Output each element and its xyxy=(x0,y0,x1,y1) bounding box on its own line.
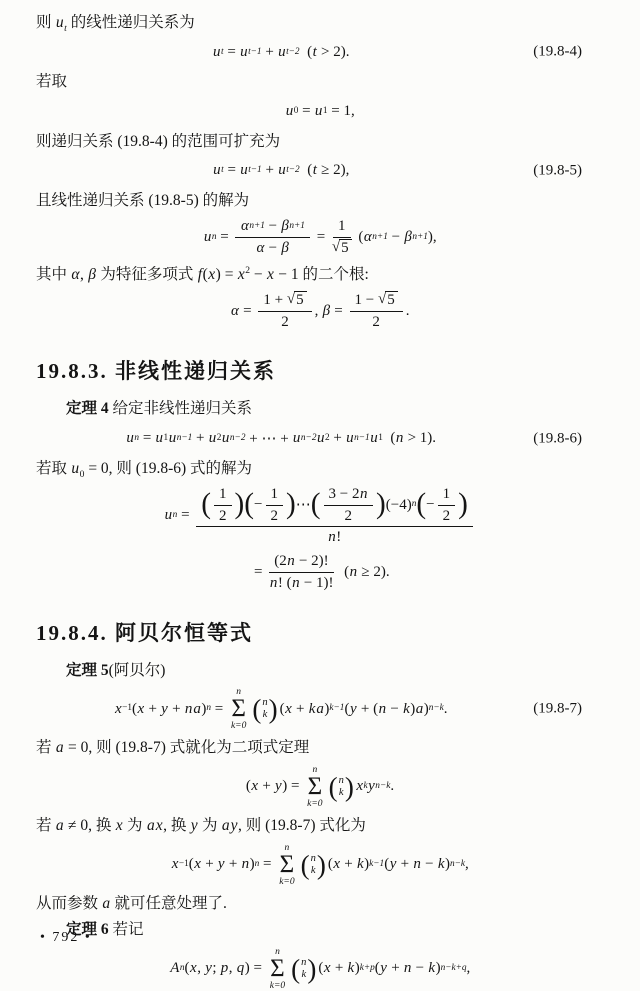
math-var: y xyxy=(205,960,212,977)
binomial-coefficient: ( n k ) xyxy=(328,771,354,802)
superscript: n+1 xyxy=(412,231,428,242)
math-var: u xyxy=(55,14,64,31)
superscript: k−1 xyxy=(329,703,345,714)
eq-A-n-definition: A n ( x , y ; p , q ) = n Σ k=0 ( n k ) ( x + k ) k+p ( y + n − k ) n−k+q , xyxy=(170,946,471,991)
paren-group: ( − $\frac{1}{2}$ ) xyxy=(416,485,468,524)
radical-sign-icon: √ xyxy=(286,291,296,307)
math-var: x xyxy=(155,817,163,835)
eq-abel-normalized: x −1 ( x + y + n ) n = n Σ k=0 ( n k ) ( x + k ) k−1 ( y + n − k ) n−k , xyxy=(171,842,469,887)
math-var: y xyxy=(368,778,375,795)
math-var: β xyxy=(88,265,97,283)
superscript: n xyxy=(206,703,211,714)
math-var: u xyxy=(316,430,325,446)
superscript: n−k xyxy=(449,859,466,870)
superscript: n xyxy=(254,859,260,870)
para-solution-of-19-8-5: 且线性递归关系 (19.8-5) 的解为 xyxy=(36,191,250,209)
equation-number: (19.8-4) xyxy=(533,43,582,60)
math-var: a xyxy=(55,817,64,835)
paren-group: ( − $\frac{1}{2}$ ) xyxy=(244,485,296,524)
superscript: k+p xyxy=(359,963,375,974)
bold-label: 定理 5 xyxy=(66,661,109,679)
superscript: 2 xyxy=(245,264,250,276)
math-var: k xyxy=(428,960,436,977)
subscript: 0 xyxy=(79,468,85,480)
math-var: x xyxy=(323,960,331,977)
math-var: n xyxy=(403,960,412,977)
math-var: u xyxy=(164,507,173,524)
math-var: n xyxy=(359,485,368,502)
superscript: n−k+q xyxy=(440,963,467,974)
radical-sign-icon: √ xyxy=(331,239,341,255)
math-var: a xyxy=(55,739,64,757)
math-var: β xyxy=(281,218,289,234)
superscript: n+1 xyxy=(249,220,265,231)
superscript: −1 xyxy=(178,859,189,870)
math-var: u xyxy=(126,430,134,446)
subscript: n−2 xyxy=(229,432,246,443)
equation-number: (19.8-6) xyxy=(533,430,582,446)
sigma-icon: Σ xyxy=(307,773,323,801)
subscript: t−2 xyxy=(286,165,300,176)
subscript: n−1 xyxy=(354,432,370,443)
math-var: β xyxy=(281,239,289,256)
superscript: n−k xyxy=(428,703,444,714)
math-var: k xyxy=(308,700,316,717)
math-var: u xyxy=(168,430,177,446)
math-var: y xyxy=(389,856,397,873)
math-var: α xyxy=(256,239,265,256)
math-var: y xyxy=(161,700,168,717)
radical-sign-icon: √ xyxy=(377,291,387,307)
subscript: t xyxy=(64,23,67,35)
subscript: 0 xyxy=(293,105,299,116)
math-var: y xyxy=(230,817,238,835)
subscript: t−1 xyxy=(248,46,262,57)
sum-operator: n Σ k=0 xyxy=(279,842,295,887)
math-var: u xyxy=(285,103,294,119)
fraction: 1 − √ 5 2 xyxy=(350,291,403,332)
math-var: k xyxy=(403,700,410,717)
math-var: n xyxy=(287,553,295,569)
math-var: u xyxy=(71,459,80,477)
eq-19-8-4: u t = u t−1 + u t−2 ( t > 2). (19.8-4) xyxy=(213,43,582,60)
subscript: t−2 xyxy=(286,46,300,57)
math-var: α xyxy=(240,218,249,234)
fraction: $\frac{1}{2}$ xyxy=(438,485,456,526)
math-var: x xyxy=(285,700,292,717)
eq-binomial-theorem: ( x + y ) = n Σ k=0 ( n k ) x k y n−k . xyxy=(245,764,395,809)
eq-19-8-6: u n = u 1 u n−1 + u 2 u n−2 + ⋯ + u n−2 u 2 + u n−1 u 1 ( n > 1). (19.8-6) xyxy=(126,430,582,447)
subscript: n xyxy=(211,231,217,242)
math-var: x xyxy=(333,856,340,873)
subscript: n−1 xyxy=(176,432,193,443)
math-var: n xyxy=(241,856,250,873)
math-var: x xyxy=(115,817,123,835)
math-var: α xyxy=(231,302,239,319)
subscript: 2 xyxy=(216,432,222,443)
superscript: n+1 xyxy=(289,220,305,231)
sum-operator: n Σ k=0 xyxy=(307,764,323,809)
math-var: a xyxy=(221,817,230,835)
theorem-4-line: 定理 4 给定非线性递归关系 xyxy=(66,400,253,418)
section-19-8-3-heading: 19.8.3. 非线性递归关系 xyxy=(36,359,276,384)
math-var: y xyxy=(190,817,198,835)
math-var: p xyxy=(220,960,229,977)
para-a-nonzero-substitution: 若 a ≠ 0, 换 x 为 ax, 换 y 为 ay, 则 (19.8-7) 式化为 xyxy=(36,817,366,835)
math-var: β xyxy=(404,228,412,245)
paren-group: ( $\frac{1}{2}$ ) xyxy=(201,485,245,524)
theorem-5-line: 定理 5(阿贝尔) xyxy=(66,661,166,679)
math-var: x xyxy=(267,265,274,283)
page-number: • 792 • xyxy=(40,930,92,945)
sum-operator: n Σ k=0 xyxy=(230,686,247,731)
math-var: x xyxy=(171,856,179,873)
math-var: f xyxy=(197,265,203,283)
math-var: y xyxy=(275,778,282,795)
para-if-take: 若取 xyxy=(36,73,68,91)
math-var: u xyxy=(208,430,217,446)
eq-alpha-beta-roots: α = 1 + √ 5 2 , β = 1 − √ 5 2 . xyxy=(231,291,410,330)
math-var: q xyxy=(236,960,245,977)
math-var: u xyxy=(278,162,286,179)
math-var: u xyxy=(370,430,378,446)
subscript: 1 xyxy=(163,432,169,443)
bold-label: 定理 6 xyxy=(66,921,109,939)
superscript: k−1 xyxy=(369,859,385,870)
sum-operator: n Σ k=0 xyxy=(269,946,286,991)
fraction: 1 + √ 5 2 xyxy=(258,291,311,332)
superscript: n xyxy=(411,499,417,510)
math-var: β xyxy=(322,302,331,319)
math-var: u xyxy=(155,430,164,446)
superscript: n−k xyxy=(375,781,391,792)
math-var: x xyxy=(356,778,363,795)
fraction: 1 √ 5 xyxy=(332,217,352,257)
math-var: n xyxy=(349,563,358,580)
math-var: α xyxy=(71,265,80,283)
math-var: A xyxy=(170,960,180,977)
math-var: k xyxy=(356,856,364,873)
para-characteristic-polynomial: 其中 α, β 为特征多项式 $f(x) = x^2 - x - 1$ 的二个根: xyxy=(36,264,369,283)
binomial-coefficient: ( n k ) xyxy=(252,693,278,724)
math-var: u xyxy=(203,228,212,245)
section-19-8-4-heading: 19.8.4. 阿贝尔恒等式 xyxy=(36,620,253,645)
eq-fibonacci-closed-form: u n = α n+1 − β n+1 α − β = 1 √ 5 ( α n+1 − β n+1 ), xyxy=(203,218,437,256)
math-var: u xyxy=(213,43,221,60)
math-var: y xyxy=(380,960,387,977)
superscript: k xyxy=(363,781,368,792)
theorem-6-line: 定理 6 若记 xyxy=(66,921,144,939)
subscript: n−2 xyxy=(300,432,317,443)
math-var: n xyxy=(378,700,387,717)
para-extend-range: 则递归关系 (19.8-4) 的范围可扩充为 xyxy=(36,132,281,150)
fraction: $\frac{1}{2}$ xyxy=(266,485,284,526)
para-linear-recurrence-intro: 则 $u_t$ 的线性递归关系为 xyxy=(36,14,195,35)
bold-label: 定理 4 xyxy=(66,400,109,418)
math-var: n xyxy=(395,430,404,446)
equation-number: (19.8-7) xyxy=(533,700,582,717)
math-var: k xyxy=(437,856,445,873)
math-var: n xyxy=(269,574,278,591)
math-var: u xyxy=(314,103,323,119)
fraction: α n+1 − β n+1 α − β xyxy=(235,217,309,258)
binomial-coefficient: ( n k ) xyxy=(300,849,326,880)
subscript: 1 xyxy=(378,432,383,443)
math-var: α xyxy=(363,228,372,245)
math-var: u xyxy=(240,43,248,60)
fraction: 3 − 2 n 2 xyxy=(324,485,373,526)
sqrt-radical: √ 5 xyxy=(332,239,352,257)
superscript: n+1 xyxy=(372,231,388,242)
eq-19-8-7: x −1 ( x + y + n a ) n = n Σ k=0 ( n k ) ( x + k a ) k−1 ( y + ( n − k ) a ) n−k . (19.8-7) xyxy=(114,686,582,731)
math-var: y xyxy=(349,700,357,717)
subscript: n xyxy=(134,432,140,443)
superscript: −1 xyxy=(122,703,133,714)
sqrt-radical: √ 5 xyxy=(287,291,307,309)
subscript: 1 xyxy=(322,105,328,116)
math-var: t xyxy=(312,43,317,60)
equation-number: (19.8-5) xyxy=(533,162,582,179)
math-var: u xyxy=(292,430,301,446)
para-a-equals-zero: 若 a = 0, 则 (19.8-7) 式就化为二项式定理 xyxy=(36,739,310,757)
subscript: n xyxy=(172,510,178,521)
subscript: t−1 xyxy=(248,165,262,176)
sigma-icon: Σ xyxy=(279,850,295,878)
eq-initial-values: u 0 = u 1 = 1, xyxy=(285,103,355,119)
math-var: k xyxy=(347,960,355,977)
math-var: x xyxy=(194,856,201,873)
eq-catalan-factorial-form: = (2 n − 2)! n ! ( n − 1)! ( n ≥ 2). xyxy=(254,553,390,591)
math-var: n xyxy=(292,574,300,591)
subscript: 2 xyxy=(324,432,330,443)
fraction: ( $\frac{1}{2}$ ) ( − $\frac{1}{2}$ ) ⋯ ( 3 − 2 n 2 ) (−4) n ( − $\frac{1}{2}$ ) n ! xyxy=(196,485,473,547)
page-content xyxy=(36,11,604,991)
math-var: n xyxy=(184,700,193,717)
subscript: t xyxy=(221,165,224,176)
math-var: x xyxy=(137,700,145,717)
sigma-icon: Σ xyxy=(270,955,285,983)
eq-19-8-5: u t = u t−1 + u t−2 ( t ≥ 2), (19.8-5) xyxy=(213,162,582,179)
math-var: y xyxy=(217,856,225,873)
math-var: u xyxy=(240,162,248,179)
paren-group: ( 3 − 2 n 2 ) xyxy=(310,485,386,524)
fraction: (2 n − 2)! n ! ( n − 1)! xyxy=(269,553,334,591)
math-var: a xyxy=(193,700,201,717)
math-var: x xyxy=(251,778,259,795)
math-var: x xyxy=(114,700,122,717)
math-var: a xyxy=(316,700,324,717)
math-var: a xyxy=(102,895,111,913)
binomial-coefficient: ( n k ) xyxy=(291,953,317,984)
eq-catalan-product-form: u n = ( $\frac{1}{2}$ ) ( − $\frac{1}{2}$ ) ⋯ ( 3 − 2 n 2 ) (−4) n ( − $\frac{1}{2}$ ) n ! xyxy=(36,485,604,547)
sqrt-radical: √ 5 xyxy=(378,291,398,309)
math-var: u xyxy=(213,162,221,179)
para-if-u0-zero: 若取 $u_0 = 0$, 则 (19.8-6) 式的解为 xyxy=(36,459,253,480)
math-var: x xyxy=(208,265,216,283)
subscript: t xyxy=(221,46,224,57)
math-var: a xyxy=(415,700,424,717)
sigma-icon: Σ xyxy=(231,695,246,723)
fraction: $\frac{1}{2}$ xyxy=(214,485,232,526)
math-var: x xyxy=(237,265,245,283)
math-var: u xyxy=(221,430,230,446)
math-var: n xyxy=(413,856,421,873)
math-var: u xyxy=(278,43,286,60)
math-var: x xyxy=(190,960,197,977)
para-parameter-a-arbitrary: 从而参数 a 就可任意处理了. xyxy=(36,895,227,913)
math-var: a xyxy=(146,817,155,835)
math-var: n xyxy=(328,529,336,546)
subscript: n xyxy=(179,963,185,974)
math-var: t xyxy=(312,162,317,179)
math-var: u xyxy=(346,430,354,446)
